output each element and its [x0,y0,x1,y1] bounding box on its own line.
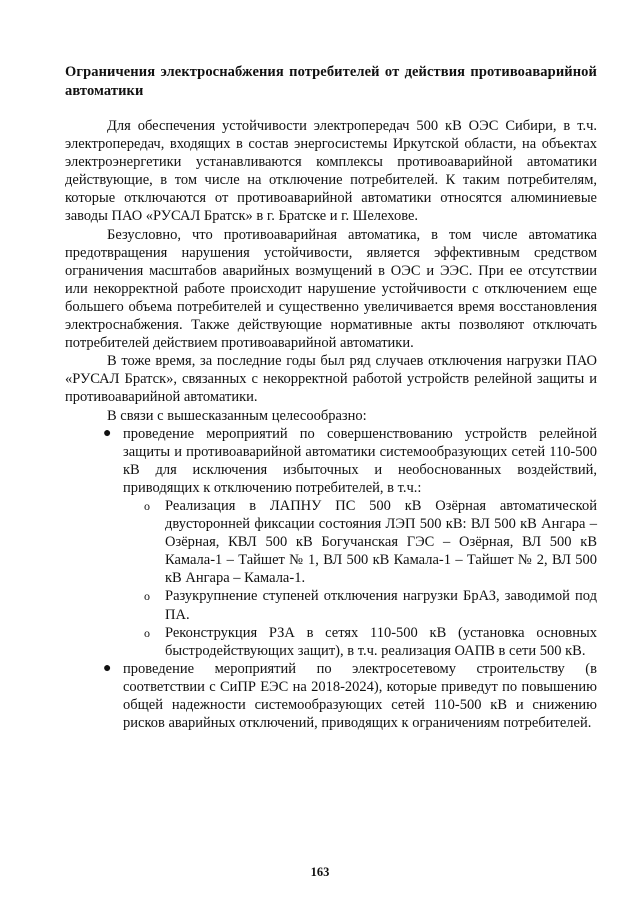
section-title: Ограничения электроснабжения потребителей от действия противоаварийной автоматики [65,64,597,99]
paragraph: В связи с вышесказанным целесообразно: [107,407,367,424]
circle-bullet-icon: o [144,498,150,513]
sub-item-text: Разукрупнение ступеней отключения нагрузки БрАЗ, заводимой под ПА. [165,588,597,623]
paragraph: В тоже время, за последние годы был ряд случаев отключения нагрузки ПАО «РУСАЛ Братск», связанных с некорректной работой устройств релейной защиты и противоаварийной автоматики. [65,353,597,406]
sub-item-text: Реконструкция РЗА в сетях 110-500 кВ (установка основных быстродействующих защит), в т.ч. реализация ОАПВ в сети 500 кВ. [165,624,597,659]
sub-item [144,497,597,587]
document-body [65,117,597,732]
bullet-item [103,660,597,732]
circle-bullet-icon: o [144,625,150,640]
paragraph: Безусловно, что противоаварийная автоматика, в том числе автоматика предотвращения нарушения устойчивости, является эффективным средством ограничения масштабов аварийных возмущений в ОЭС и ЭЭС. При ее отсутствии или некорректной работе происходит нарушение устойчивости с отключением еще большего объема потребителей и существенно увеличивается время восстановления электроснабжения. Также действующие нормативные акты позволяют отключать потребителей действием противоаварийной автоматики. [65,226,597,352]
sub-list [123,497,597,660]
bullet-text: проведение мероприятий по электросетевому строительству (в соответствии с СиПР ЕЭС на 2018-2024), которые приведут по повышению общей надежности системообразующих сетей 110-500 кВ и снижению рисков аварийных отключений, приводящих к ограничениям потребителей. [123,660,597,732]
circle-bullet-icon: o [144,589,150,604]
sub-item [144,624,597,660]
bullet-icon: ● [103,660,112,676]
bullet-text: проведение мероприятий по совершенствованию устройств релейной защиты и противоаварийной автоматики системообразующих сетей 110-500 кВ для исключения избыточных и необоснованных воздействий, приводящих к отключению потребителей, в т.ч.: [123,425,597,496]
bullet-list [65,425,597,733]
sub-item-text: Реализация в ЛАПНУ ПС 500 кВ Озёрная автоматической двусторонней фиксации состояния ЛЭП 500 кВ: ВЛ 500 кВ Ангара – Озёрная, КВЛ 500 кВ Богучанская ГЭС – Озёрная, ВЛ 500 кВ Камала-1 – Тайшет № 1, ВЛ 500 кВ Камала-1 – Тайшет № 2, ВЛ 500 кВ Ангара – Камала-1. [165,497,597,587]
bullet-item [103,425,597,660]
page-number: 163 [310,865,330,879]
bullet-icon: ● [103,425,112,441]
paragraph: Для обеспечения устойчивости электропередач 500 кВ ОЭС Сибири, в т.ч. электропередач, входящих в состав энергосистемы Иркутской области, на объектах электроэнергетики устанавливаются комплексы противоаварийной автоматики действующие, в том числе на отключение потребителей. К таким потребителям, которые отключаются от противоаварийной автоматики относятся алюминиевые заводы ПАО «РУСАЛ Братск» в г. Братске и г. Шелехове. [65,118,597,225]
sub-item [144,587,597,623]
